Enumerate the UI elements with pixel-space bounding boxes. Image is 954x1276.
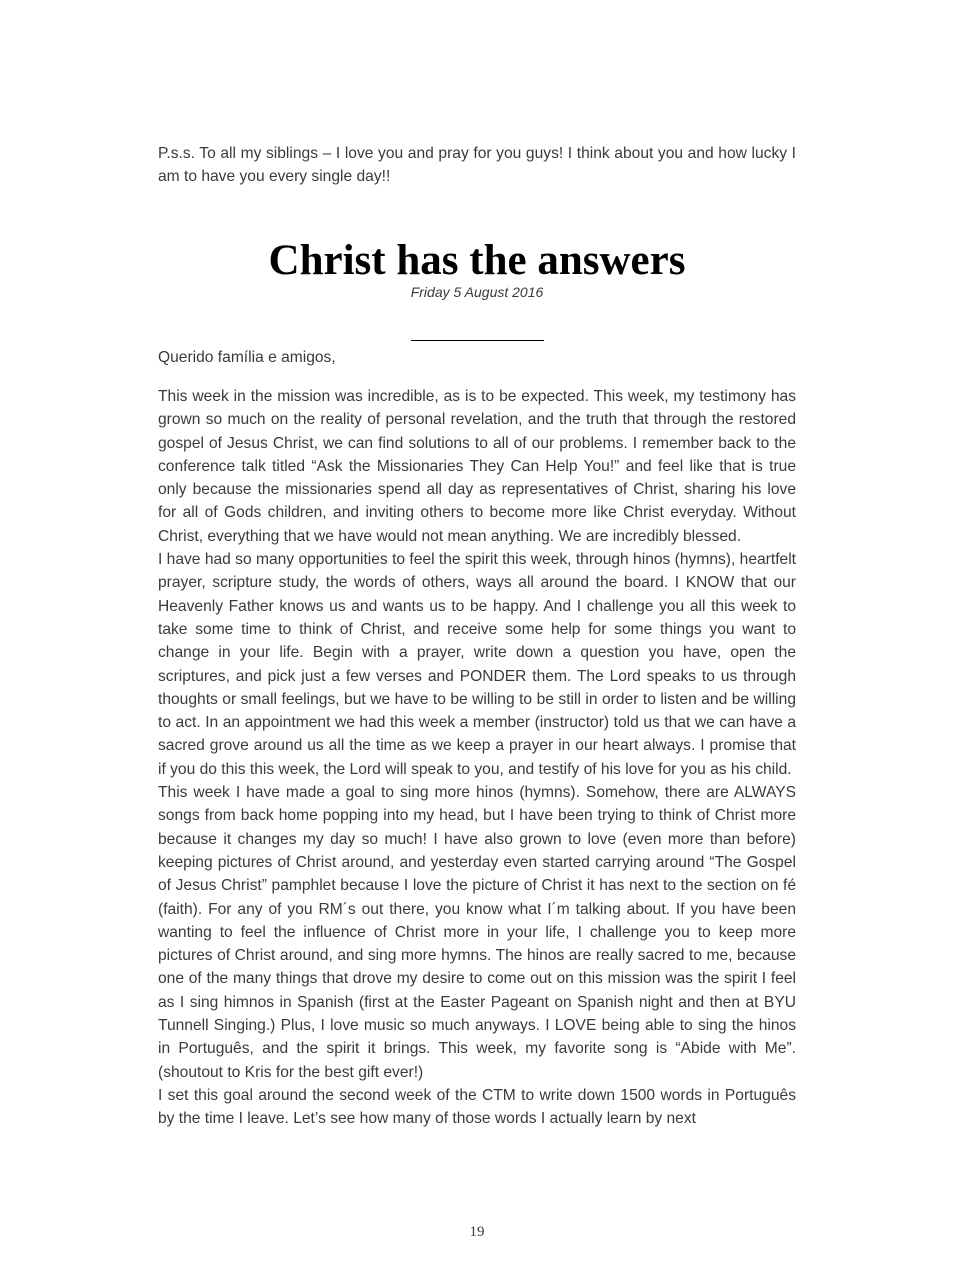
page-number: 19 — [469, 1224, 485, 1240]
pss-paragraph: P.s.s. To all my siblings – I love you and pray for you guys! I think about you and how lucky I am to have you every single day!! — [158, 145, 796, 186]
body-paragraph: I set this goal around the second week of the CTM to write down 1500 words in Português by the time I leave. Let’s see how many of those words I actually learn by next — [158, 1086, 796, 1128]
page-title: Christ has the answers — [268, 237, 686, 284]
body-paragraph: I have had so many opportunities to feel the spirit this week, through hinos (hymns), heartfelt prayer, scripture study, the words of others, ways all around the board. I KNOW that our Heavenly Father knows us and wants us to be happy. And I challenge you all this week to take some time to think of Christ, and receive some help for some things you want to change in your life. Begin with a prayer, write down a question you have, open the scriptures, and pick just a few verses and PONDER them. The Lord speaks to us through thoughts or small feelings, but we have to be willing to be still in order to listen and be willing to act. In an appointment we had this week a member (instructor) told us that we can have a sacred grove around us all the time as we keep a prayer in our heart always. I promise that if you do this this week, the Lord will speak to you, and testify of his love for you as his child. — [158, 551, 796, 778]
post-date: Friday 5 August 2016 — [410, 284, 544, 300]
body-paragraph: This week in the mission was incredible, as is to be expected. This week, my testimony has grown so much on the reality of personal revelation, and the truth that through the restored gospel of Jesus Christ, we can find solutions to all of our problems. I remember back to the conference talk titled “Ask the Missionaries They Can Help You!” and feel like that is true only because the missionaries spend all day as representatives of Christ, sharing his love for all of Gods children, and inviting others to become more like Christ everyday. Without Christ, everything that we have would not mean anything. We are incredibly blessed. — [158, 388, 796, 545]
body-text — [158, 385, 796, 1131]
greeting: Querido família e amigos, — [158, 349, 336, 366]
title-divider — [411, 340, 544, 341]
body-paragraph: This week I have made a goal to sing more hinos (hymns). Somehow, there are ALWAYS songs from back home popping into my head, but I have been trying to think of Christ more because it changes my day so much! I have also grown to love (even more than before) keeping pictures of Christ around, and yesterday even started carrying around “The Gospel of Jesus Christ” pamphlet because I love the picture of Christ it has next to the section on fé (faith). For any of you RM´s out there, you know what I´m talking about. If you have been wanting to feel the influence of Christ more in your life, I challenge you to keep more pictures of Christ around, and sing more hymns. The hinos are really sacred to me, because one of the many things that drove my desire to come out on this mission was the spirit I feel as I sing himnos in Spanish (first at the Easter Pageant on Spanish night and then at BYU Tunnell Singing.) Plus, I love music so much anyways. I LOVE being able to sing the hinos in Português, and the spirit it brings. This week, my favorite song is “Abide with Me”. (shoutout to Kris for the best gift ever!) — [158, 784, 796, 1081]
